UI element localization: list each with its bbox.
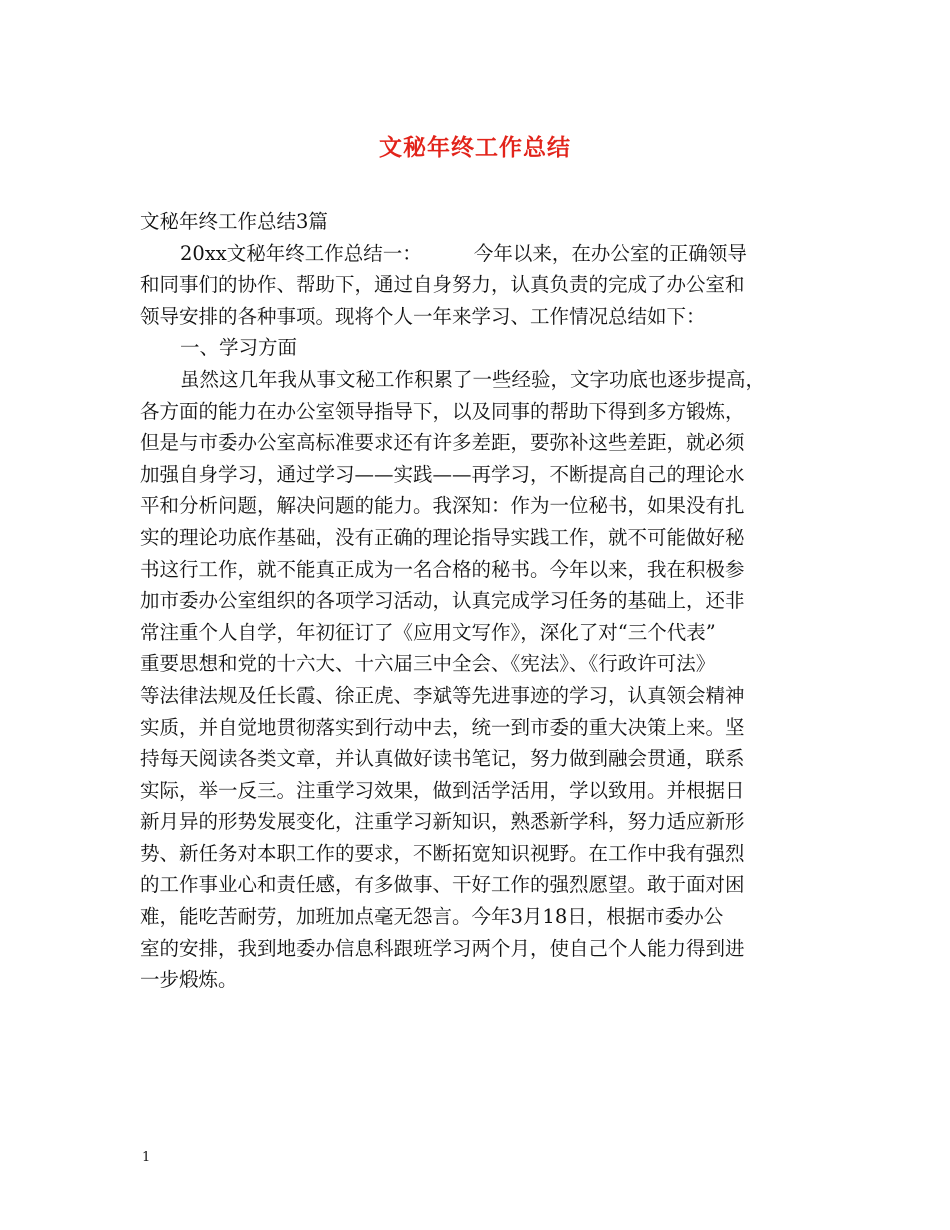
body-line-18: 新月异的形势发展变化，注重学习新知识，熟悉新学科，努力适应新形 [140,810,745,834]
body-line-12: 常注重个人自学，年初征订了《应用文写作》，深化了对“三个代表” [140,620,716,644]
body-line-7: 加强自身学习，通过学习——实践——再学习，不断提高自己的理论水 [140,462,745,486]
body-line-22: 室的安排，我到地委办信息科跟班学习两个月，使自己个人能力得到进 [140,936,745,960]
page-number: 1 [142,1150,151,1165]
body-line-8: 平和分析问题，解决问题的能力。我深知：作为一位秘书，如果没有扎 [140,494,745,518]
body-line-21: 难，能吃苦耐劳，加班加点毫无怨言。今年3月18日，根据市委办公 [140,905,724,929]
body-line-20: 的工作事业心和责任感，有多做事、干好工作的强烈愿望。敢于面对困 [140,873,745,897]
intro-line [140,238,820,270]
body-line-10: 书这行工作，就不能真正成为一名合格的秘书。今年以来，我在积极参 [140,557,745,581]
body-line-1: 和同事们的协作、帮助下，通过自身努力，认真负责的完成了办公室和 [140,273,745,297]
body-line-6: 但是与市委办公室高标准要求还有许多差距，要弥补这些差距，就必须 [140,431,745,455]
body-line-13: 重要思想和党的十六大、十六届三中全会、《宪法》、《行政许可法》 [140,652,716,676]
body-line-17: 实际，举一反三。注重学习效果，做到活学活用，学以致用。并根据日 [140,778,745,802]
intro-heading: 20xx文秘年终工作总结一： [180,241,422,265]
body-line-19: 势、新任务对本职工作的要求，不断拓宽知识视野。在工作中我有强烈 [140,841,745,865]
document-title: 文秘年终工作总结 [379,134,571,161]
subtitle-line: 文秘年终工作总结3篇 [140,210,328,233]
body-line-9: 实的理论功底作基础，没有正确的理论指导实践工作，就不可能做好秘 [140,525,745,549]
body-line-11: 加市委办公室组织的各项学习活动，认真完成学习任务的基础上，还非 [140,589,745,613]
body-line-4: 虽然这几年我从事文秘工作积累了一些经验，文字功底也逐步提高， [180,367,766,391]
section-heading-study: 一、学习方面 [180,336,298,360]
body-line-0: 今年以来，在办公室的正确领导 [473,241,747,265]
body-line-16: 持每天阅读各类文章，并认真做好读书笔记，努力做到融会贯通，联系 [140,747,745,771]
document-body [140,206,820,996]
body-line-15: 实质，并自觉地贯彻落实到行动中去，统一到市委的重大决策上来。坚 [140,715,745,739]
body-line-14: 等法律法规及任长霞、徐正虎、李斌等先进事迹的学习，认真领会精神 [140,683,745,707]
body-line-5: 各方面的能力在办公室领导指导下，以及同事的帮助下得到多方锻炼， [140,399,745,423]
body-line-2: 领导安排的各种事项。现将个人一年来学习、工作情况总结如下： [140,304,706,328]
body-line-23: 一步煅炼。 [140,968,238,992]
